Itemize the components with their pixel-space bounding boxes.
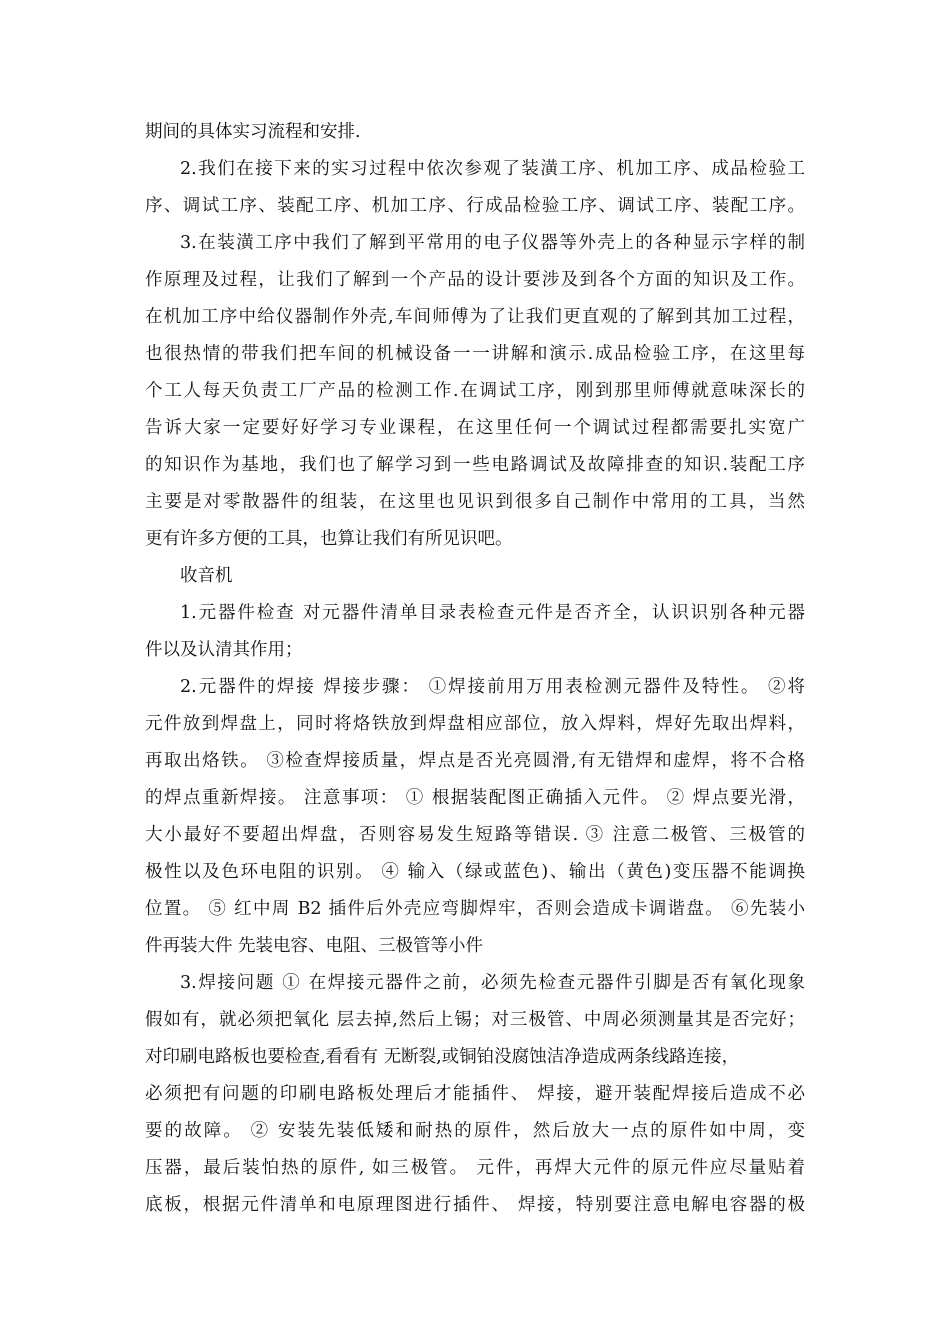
- text-line: 对印刷电路板也要检查,看看有 无断裂,或铜铂没腐蚀洁净造成两条线路连接，: [145, 1047, 740, 1067]
- text-line: 件再装大件 先装电容、电阻、三极管等小件: [145, 936, 484, 956]
- text-line: 假如有，就必须把氧化 层去掉,然后上锡；对三极管、中周必须测量其是否完好；: [145, 1010, 805, 1030]
- text-line: 位置。 ⑤ 红中周 B2 插件后外壳应弯脚焊牢，否则会造成卡调谐盘。 ⑥先装小: [145, 899, 805, 919]
- text-line: 的知识作为基地，我们也了解学习到一些电路调试及故障排查的知识.装配工序: [145, 455, 805, 475]
- text-line: 的焊点重新焊接。 注意事项： ① 根据装配图正确插入元件。 ② 焊点要光滑，: [145, 788, 805, 808]
- text-line: 主要是对零散器件的组装，在这里也见识到很多自己制作中常用的工具，当然: [145, 492, 805, 512]
- text-line: 再取出烙铁。 ③检查焊接质量，焊点是否光亮圆滑,有无错焊和虚焊，将不合格: [145, 751, 805, 771]
- text-line: 作原理及过程，让我们了解到一个产品的设计要涉及到各个方面的知识及工作。: [145, 270, 805, 290]
- text-line: 2.我们在接下来的实习过程中依次参观了装潢工序、机加工序、成品检验工: [180, 159, 805, 179]
- text-line: 个工人每天负责工厂产品的检测工作.在调试工序，刚到那里师傅就意味深长的: [145, 381, 805, 401]
- text-line: 告诉大家一定要好好学习专业课程，在这里任何一个调试过程都需要扎实宽广: [145, 418, 805, 438]
- text-line: 底板，根据元件清单和电原理图进行插件、 焊接，特别要注意电解电容器的极: [145, 1195, 805, 1215]
- text-line: 收音机: [180, 566, 233, 586]
- text-line: 极性以及色环电阻的识别。 ④ 输入（绿或蓝色)、输出（黄色)变压器不能调换: [145, 862, 805, 882]
- text-line: 序、调试工序、装配工序、机加工序、行成品检验工序、调试工序、装配工序。: [145, 196, 805, 216]
- text-line: 3.在装潢工序中我们了解到平常用的电子仪器等外壳上的各种显示字样的制: [180, 233, 805, 253]
- text-line: 压器，最后装怕热的原件, 如三极管。 元件，再焊大元件的原元件应尽量贴着: [145, 1158, 805, 1178]
- document-body: [145, 114, 805, 1224]
- text-line: 2.元器件的焊接 焊接步骤： ①焊接前用万用表检测元器件及特性。 ②将: [180, 677, 805, 697]
- text-line: 要的故障。 ② 安装先装低矮和耐热的原件，然后放大一点的原件如中周，变: [145, 1121, 805, 1141]
- text-line: 件以及认清其作用；: [145, 640, 303, 660]
- text-line: 3.焊接问题 ① 在焊接元器件之前，必须先检查元器件引脚是否有氧化现象: [180, 973, 805, 993]
- text-line: 1.元器件检查 对元器件清单目录表检查元件是否齐全，认识识别各种元器: [180, 603, 805, 623]
- text-line: 大小最好不要超出焊盘，否则容易发生短路等错误. ③ 注意二极管、三极管的: [145, 825, 805, 845]
- text-line: 必须把有问题的印刷电路板处理后才能插件、 焊接，避开装配焊接后造成不必: [145, 1084, 805, 1104]
- text-line: 在机加工序中给仪器制作外壳,车间师傅为了让我们更直观的了解到其加工过程，: [145, 307, 805, 327]
- text-line: 更有许多方便的工具，也算让我们有所见识吧。: [145, 529, 513, 549]
- text-line: 元件放到焊盘上，同时将烙铁放到焊盘相应部位，放入焊料，焊好先取出焊料，: [145, 714, 805, 734]
- text-line: 期间的具体实习流程和安排.: [145, 122, 361, 142]
- text-line: 也很热情的带我们把车间的机械设备一一讲解和演示.成品检验工序，在这里每: [145, 344, 805, 364]
